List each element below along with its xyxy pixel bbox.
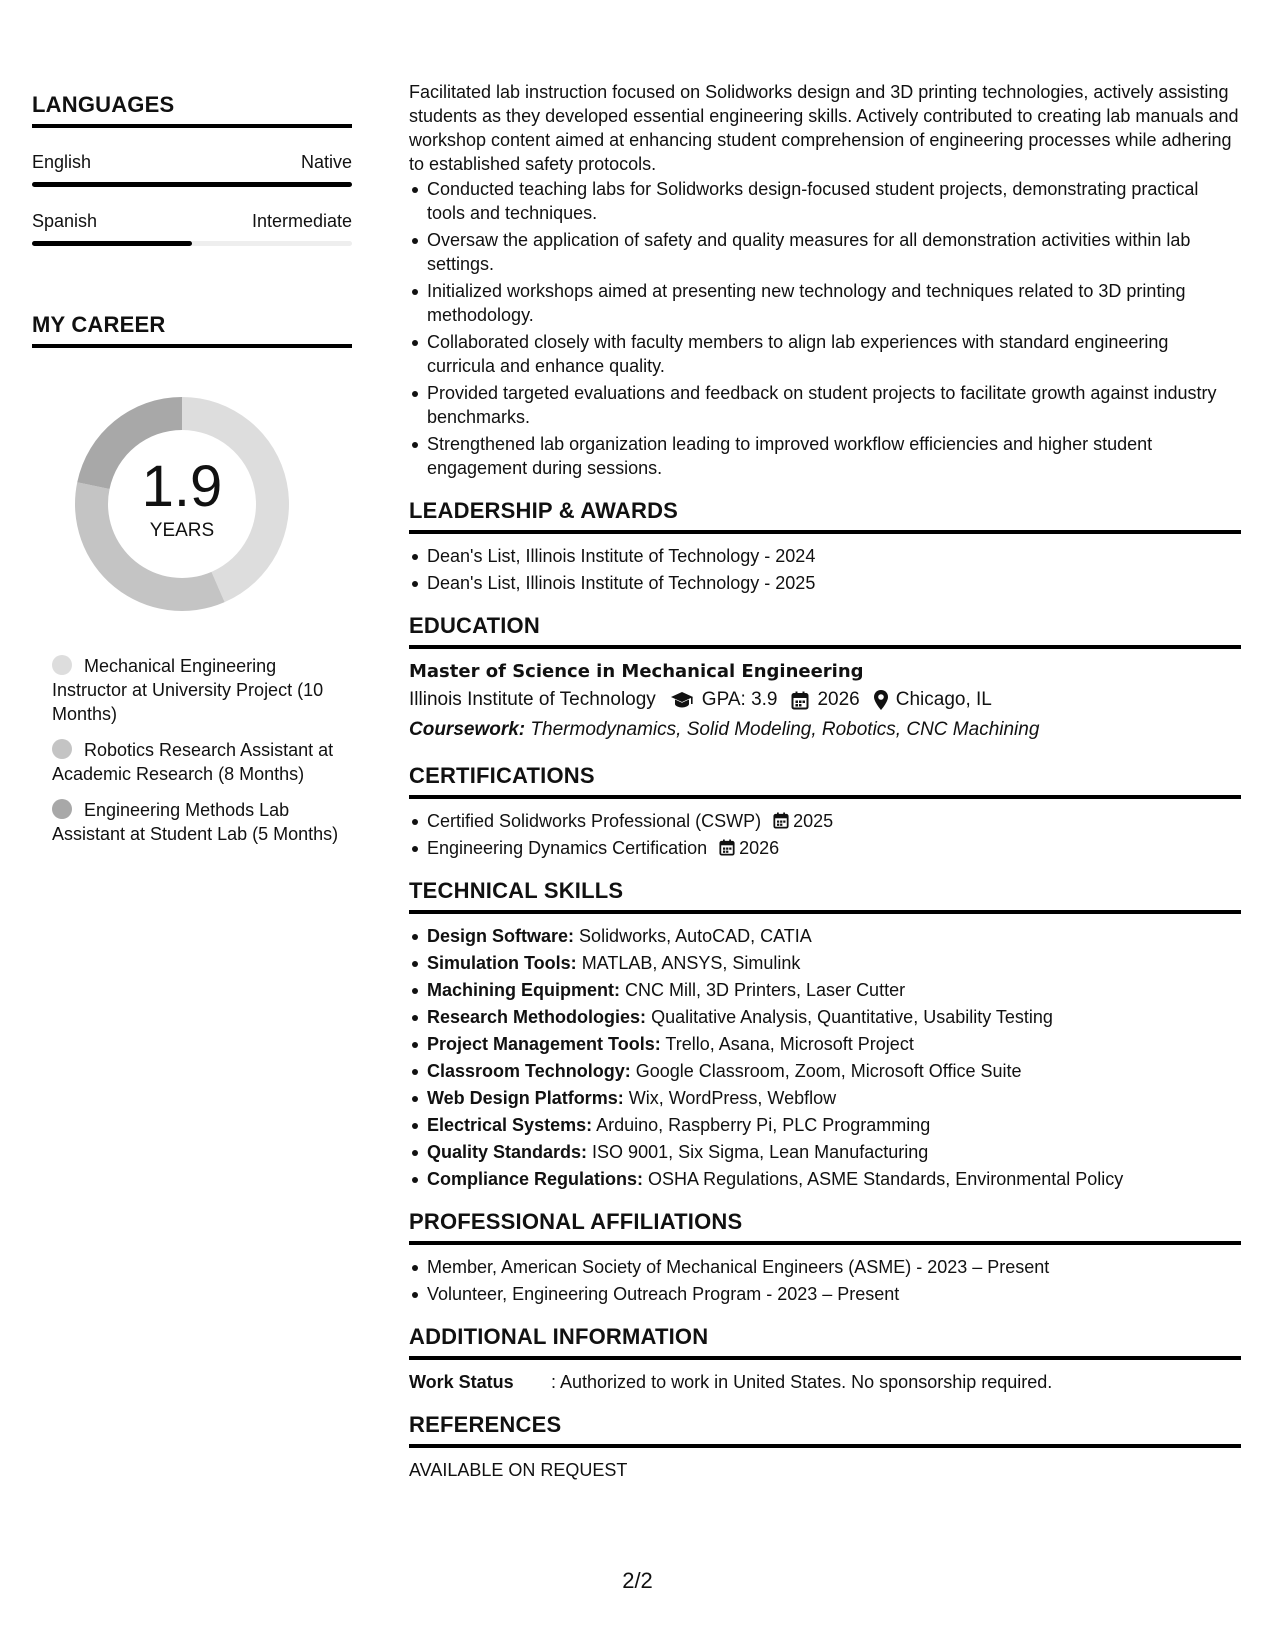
language-level: Intermediate xyxy=(251,211,352,231)
left-column xyxy=(32,92,352,858)
skill-value: OSHA Regulations, ASME Standards, Environmental Policy xyxy=(648,1169,1124,1189)
skill-label: Research Methodologies: xyxy=(427,1007,647,1027)
legend-label: Robotics Research Assistant at Academic Research (8 Months) xyxy=(52,740,334,784)
skill-item xyxy=(427,1086,1241,1110)
skill-label: Quality Standards: xyxy=(427,1142,588,1162)
career-legend xyxy=(52,654,342,846)
legend-dot xyxy=(52,739,72,759)
skill-value: Google Classroom, Zoom, Microsoft Office Suite xyxy=(635,1061,1022,1081)
certification-name: Certified Solidworks Professional (CSWP) xyxy=(427,811,762,831)
calendar-icon xyxy=(719,839,735,856)
references-text: AVAILABLE ON REQUEST xyxy=(409,1460,628,1480)
language-name: English xyxy=(32,152,92,172)
career-legend-item xyxy=(52,738,342,786)
additional-heading: ADDITIONAL INFORMATION xyxy=(409,1324,1241,1360)
education-gpa: GPA: 3.9 xyxy=(701,689,778,710)
career-heading: MY CAREER xyxy=(32,312,352,348)
education-location: Chicago, IL xyxy=(895,689,992,710)
education-school: Illinois Institute of Technology xyxy=(409,689,656,710)
language-item xyxy=(32,152,352,187)
legend-label: Engineering Methods Lab Assistant at Student Lab (5 Months) xyxy=(52,800,339,844)
skill-item xyxy=(427,1140,1241,1164)
certification-item xyxy=(427,809,1241,833)
certification-year: 2025 xyxy=(793,811,834,831)
career-legend-item xyxy=(52,654,342,726)
award-item: Dean's List, Illinois Institute of Technology - 2024 xyxy=(427,544,1241,568)
coursework-value: Thermodynamics, Solid Modeling, Robotics, CNC Machining xyxy=(530,719,1040,740)
education-year: 2026 xyxy=(817,689,860,710)
career-donut-chart xyxy=(62,384,302,624)
skill-label: Electrical Systems: xyxy=(427,1115,593,1135)
skill-value: MATLAB, ANSYS, Simulink xyxy=(581,953,801,973)
skill-value: Qualitative Analysis, Quantitative, Usability Testing xyxy=(651,1007,1053,1027)
affiliations-list xyxy=(409,1255,1241,1306)
certification-item xyxy=(427,836,1241,860)
awards-heading: LEADERSHIP & AWARDS xyxy=(409,498,1241,534)
work-status-value: : Authorized to work in United States. No sponsorship required. xyxy=(551,1372,1053,1392)
skill-label: Compliance Regulations: xyxy=(427,1169,644,1189)
affiliations-heading: PROFESSIONAL AFFILIATIONS xyxy=(409,1209,1241,1245)
education-details xyxy=(409,685,1241,715)
award-item: Dean's List, Illinois Institute of Technology - 2025 xyxy=(427,571,1241,595)
skill-label: Machining Equipment: xyxy=(427,980,620,1000)
language-name: Spanish xyxy=(32,211,98,231)
career-donut-center xyxy=(62,384,302,624)
affiliation-item: Member, American Society of Mechanical Engineers (ASME) - 2023 – Present xyxy=(427,1255,1241,1279)
affiliation-item: Volunteer, Engineering Outreach Program - 2023 – Present xyxy=(427,1282,1241,1306)
legend-dot xyxy=(52,799,72,819)
skill-value: CNC Mill, 3D Printers, Laser Cutter xyxy=(625,980,906,1000)
education-degree: Master of Science in Mechanical Engineering xyxy=(409,661,864,682)
skills-section xyxy=(409,878,1241,1191)
skill-item xyxy=(427,1032,1241,1056)
additional-section xyxy=(409,1324,1241,1394)
education-coursework xyxy=(409,715,1241,745)
education-section xyxy=(409,613,1241,745)
skill-item xyxy=(427,1005,1241,1029)
skills-heading: TECHNICAL SKILLS xyxy=(409,878,1241,914)
skill-value: Arduino, Raspberry Pi, PLC Programming xyxy=(596,1115,931,1135)
work-status-row xyxy=(409,1370,1241,1394)
skill-item xyxy=(427,1059,1241,1083)
experience-bullet: Initialized workshops aimed at presenting new technology and techniques related to 3D printing methodology. xyxy=(427,279,1241,327)
skill-label: Simulation Tools: xyxy=(427,953,577,973)
experience-bullet: Conducted teaching labs for Solidworks design-focused student projects, demonstrating practical tools and techniques. xyxy=(427,177,1241,225)
language-proficiency-fill xyxy=(32,241,192,246)
skill-item xyxy=(427,978,1241,1002)
languages-heading: LANGUAGES xyxy=(32,92,352,128)
education-heading: EDUCATION xyxy=(409,613,1241,649)
language-proficiency-bar xyxy=(32,241,352,246)
certifications-heading: CERTIFICATIONS xyxy=(409,763,1241,799)
references-section xyxy=(409,1412,1241,1482)
skill-label: Design Software: xyxy=(427,926,575,946)
legend-dot xyxy=(52,655,72,675)
skill-item xyxy=(427,951,1241,975)
language-proficiency-bar xyxy=(32,182,352,187)
references-heading: REFERENCES xyxy=(409,1412,1241,1448)
skills-list xyxy=(409,924,1241,1191)
language-proficiency-fill xyxy=(32,182,352,187)
experience-bullet: Oversaw the application of safety and quality measures for all demonstration activities within lab settings. xyxy=(427,228,1241,276)
language-level: Native xyxy=(300,152,352,172)
certifications-section xyxy=(409,763,1241,860)
certification-year: 2026 xyxy=(739,838,780,858)
skill-item xyxy=(427,1167,1241,1191)
skill-item xyxy=(427,1113,1241,1137)
skill-label: Web Design Platforms: xyxy=(427,1088,624,1108)
language-item xyxy=(32,211,352,246)
skill-value: ISO 9001, Six Sigma, Lean Manufacturing xyxy=(592,1142,929,1162)
certification-name: Engineering Dynamics Certification xyxy=(427,838,708,858)
page-number: 2/2 xyxy=(622,1568,653,1593)
awards-section xyxy=(409,498,1241,595)
calendar-icon xyxy=(791,691,809,710)
coursework-label: Coursework: xyxy=(409,719,526,740)
work-status-label: Work Status xyxy=(409,1372,514,1392)
skill-label: Project Management Tools: xyxy=(427,1034,661,1054)
awards-list xyxy=(409,544,1241,595)
location-pin-icon xyxy=(874,690,888,710)
skill-label: Classroom Technology: xyxy=(427,1061,631,1081)
affiliations-section xyxy=(409,1209,1241,1306)
experience-bullet: Collaborated closely with faculty members to align lab experiences with standard engineering curricula and enhance quality. xyxy=(427,330,1241,378)
career-total-unit: YEARS xyxy=(149,520,215,541)
skill-value: Trello, Asana, Microsoft Project xyxy=(665,1034,914,1054)
experience-bullet: Provided targeted evaluations and feedback on student projects to facilitate growth against industry benchmarks. xyxy=(427,381,1241,429)
skill-item xyxy=(427,924,1241,948)
experience-bullets xyxy=(409,177,1241,480)
career-legend-item xyxy=(52,798,342,846)
calendar-icon xyxy=(773,812,789,829)
experience-summary: Facilitated lab instruction focused on Solidworks design and 3D printing technologies, actively assisting students as they developed essential engineering skills. Actively contributed to creating lab manuals and workshop content aimed at enhancing student comprehension of engineering processes while adhering to established safety protocols. xyxy=(409,82,1239,174)
skill-value: Solidworks, AutoCAD, CATIA xyxy=(579,926,812,946)
right-column xyxy=(409,80,1241,1482)
legend-label: Mechanical Engineering Instructor at University Project (10 Months) xyxy=(52,656,324,724)
certifications-list xyxy=(409,809,1241,860)
graduation-cap-icon xyxy=(670,691,694,709)
experience-bullet: Strengthened lab organization leading to improved workflow efficiencies and higher student engagement during sessions. xyxy=(427,432,1241,480)
skill-value: Wix, WordPress, Webflow xyxy=(628,1088,837,1108)
career-total-value: 1.9 xyxy=(141,454,223,519)
